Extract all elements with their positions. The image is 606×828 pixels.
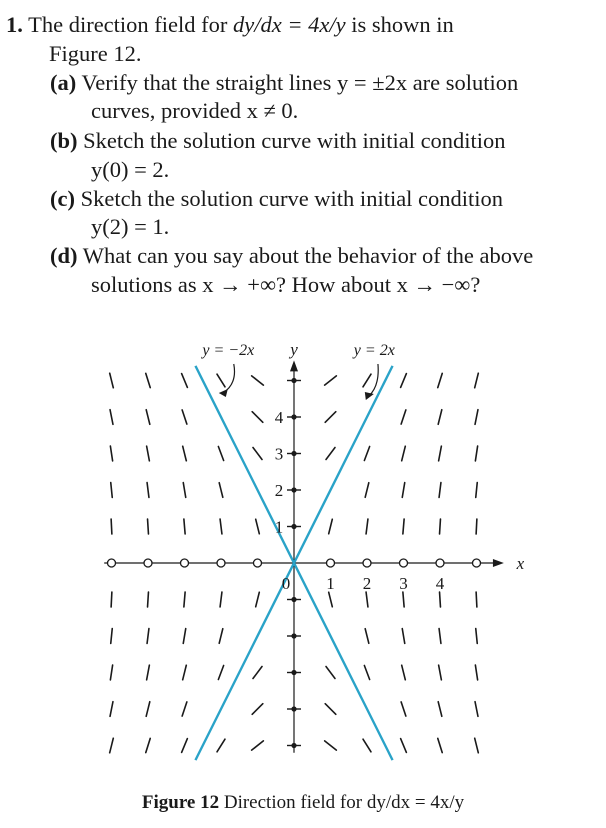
x-axis-arrow	[493, 559, 504, 567]
slope-mark	[402, 629, 404, 644]
slope-mark	[110, 702, 113, 717]
slope-mark	[111, 483, 112, 498]
slope-mark	[475, 373, 479, 388]
slope-mark	[402, 446, 406, 461]
slope-mark	[252, 704, 263, 715]
slope-mark	[147, 446, 150, 461]
slope-mark	[438, 738, 442, 752]
x-tick-label: 4	[435, 574, 445, 593]
slope-mark	[475, 410, 478, 425]
slope-mark	[111, 629, 112, 644]
intro-text-2: is shown in	[351, 12, 454, 37]
x-axis-point	[436, 559, 444, 567]
slope-mark	[476, 519, 477, 534]
slope-mark	[183, 483, 185, 498]
x-axis-point	[473, 559, 481, 567]
slope-mark	[146, 410, 150, 425]
slope-mark	[183, 629, 185, 644]
pointer-arrowhead-right	[365, 392, 374, 400]
slope-mark	[147, 629, 149, 644]
slope-mark	[440, 519, 441, 534]
part-b-line-1: Sketch the solution curve with initial condition	[83, 128, 506, 153]
slope-mark	[147, 483, 149, 498]
part-a-label: (a)	[50, 70, 77, 95]
slope-mark	[146, 702, 150, 717]
slope-mark	[110, 665, 112, 680]
slope-mark	[252, 741, 264, 750]
intro-equation: dy/dx = 4x/y	[233, 12, 346, 37]
slope-mark	[146, 373, 150, 387]
slope-mark	[183, 665, 187, 680]
caption-text: Direction field for dy/dx = 4x/y	[223, 792, 465, 813]
y-axis-point	[291, 706, 296, 711]
y-axis-point	[291, 524, 296, 529]
slope-mark	[110, 410, 113, 425]
caption-label: Figure 12	[141, 792, 220, 813]
slope-mark	[182, 702, 187, 716]
y-tick-label: 1	[274, 517, 284, 537]
slope-mark	[252, 412, 263, 423]
slope-mark	[439, 665, 442, 680]
slope-mark	[256, 519, 260, 534]
slope-mark	[326, 667, 335, 679]
slope-mark	[475, 702, 478, 717]
axis-labels	[200, 340, 524, 593]
intro-text-3: Figure 12.	[49, 41, 142, 66]
x-tick-label: 2	[362, 574, 372, 593]
part-a	[50, 72, 518, 95]
slope-mark	[220, 519, 222, 534]
slope-mark	[146, 738, 150, 752]
slope-mark	[256, 592, 260, 607]
part-b-label: (b)	[50, 128, 78, 153]
slope-mark	[253, 667, 262, 679]
slope-mark	[329, 519, 333, 534]
direction-field-figure	[0, 300, 606, 790]
part-d-line-1: What can you say about the behavior of the above	[82, 243, 534, 268]
slope-mark	[325, 412, 336, 423]
x-axis-point	[217, 559, 225, 567]
slope-mark	[182, 374, 188, 388]
problem-line-1	[6, 14, 454, 37]
slope-mark	[364, 446, 369, 460]
slope-mark	[475, 738, 479, 753]
slope-mark	[439, 446, 442, 461]
slope-mark	[217, 374, 225, 387]
part-d	[50, 245, 533, 268]
x-tick-label: 1	[326, 574, 335, 593]
slope-mark	[440, 592, 441, 607]
slope-mark	[110, 373, 114, 388]
part-b-line-2: y(0) = 2.	[91, 157, 170, 182]
x-axis-point	[400, 559, 408, 567]
slope-mark	[401, 410, 406, 424]
label-y-2x: y = 2x	[353, 342, 395, 359]
slope-mark	[403, 519, 404, 534]
label-y-neg2x: y = −2x	[202, 342, 255, 359]
slope-mark	[325, 376, 337, 385]
pointer-arrowhead-left	[219, 389, 228, 397]
part-a-line-1: Verify that the straight lines y = ±2x are solution	[81, 70, 519, 95]
slope-mark	[403, 592, 404, 607]
slope-mark	[110, 738, 114, 753]
x-axis-point	[144, 559, 152, 567]
slope-mark	[439, 629, 441, 644]
slope-mark	[438, 702, 442, 717]
part-c-line-2: y(2) = 1.	[91, 214, 170, 239]
y-axis-point	[291, 451, 296, 456]
slope-mark	[217, 739, 225, 752]
slope-mark	[147, 665, 150, 680]
slope-mark	[218, 665, 223, 679]
y-tick-label: 3	[274, 444, 284, 464]
slope-mark	[401, 739, 407, 753]
part-c-line-1: Sketch the solution curve with initial condition	[80, 186, 504, 211]
part-d-label: (d)	[50, 243, 78, 268]
x-tick-label: 0	[281, 574, 291, 593]
slope-mark	[402, 665, 406, 680]
y-axis-point	[291, 378, 296, 383]
intro-text-1: The direction field for	[28, 12, 228, 37]
y-tick-label: 2	[274, 481, 284, 500]
part-a-line-2: curves, provided x ≠ 0.	[91, 98, 299, 123]
slope-mark	[439, 483, 441, 498]
slope-mark	[218, 446, 223, 460]
slope-mark	[366, 519, 368, 534]
slope-mark	[363, 739, 371, 752]
x-axis-label: x	[516, 554, 525, 573]
figure-caption	[0, 792, 606, 814]
slope-mark	[364, 665, 369, 679]
slope-mark	[325, 741, 337, 750]
x-axis-point	[108, 559, 116, 567]
y-axis-point	[291, 414, 296, 419]
slope-mark	[182, 410, 187, 424]
y-axis-arrow	[290, 360, 298, 371]
slope-mark	[365, 629, 369, 644]
slope-mark	[438, 373, 442, 387]
slope-mark	[183, 446, 187, 461]
y-axis-point	[291, 597, 296, 602]
slope-mark	[402, 483, 404, 498]
slope-mark	[325, 704, 336, 715]
part-d-line-2: solutions as x → +∞? How about x → −∞?	[91, 272, 481, 297]
slope-mark	[401, 702, 406, 716]
y-axis-point	[291, 743, 296, 748]
slope-mark	[219, 483, 223, 498]
slope-mark	[329, 592, 333, 607]
slope-mark	[110, 446, 112, 461]
slope-mark	[184, 519, 185, 534]
slope-mark	[252, 376, 264, 385]
slope-mark	[111, 592, 112, 607]
x-tick-label: 3	[399, 574, 408, 593]
part-b	[50, 130, 506, 153]
slope-mark	[476, 629, 477, 644]
slope-mark	[220, 592, 222, 607]
slope-mark	[475, 665, 477, 680]
slope-mark	[475, 446, 477, 461]
slope-mark	[326, 448, 335, 460]
y-axis-point	[291, 670, 296, 675]
slope-mark	[363, 374, 371, 387]
pointer-arrow-left	[223, 364, 235, 393]
slope-mark	[476, 592, 477, 607]
x-axis-point	[363, 559, 371, 567]
slope-mark	[476, 483, 477, 498]
x-axis-point	[181, 559, 189, 567]
part-c-label: (c)	[50, 186, 75, 211]
part-c	[50, 188, 503, 211]
slope-mark	[438, 410, 442, 425]
slope-mark	[182, 739, 188, 753]
x-axis-point	[254, 559, 262, 567]
slope-mark	[253, 448, 262, 460]
x-axis-point	[327, 559, 335, 567]
y-axis-point	[291, 487, 296, 492]
slope-mark	[366, 592, 368, 607]
slope-mark	[148, 592, 149, 607]
slope-mark	[111, 519, 112, 534]
y-tick-label: 4	[274, 408, 284, 427]
axes	[104, 360, 504, 752]
slope-mark	[184, 592, 185, 607]
y-axis-label: y	[290, 339, 298, 359]
pointer-arrow-right	[369, 364, 378, 396]
slope-mark	[365, 483, 369, 498]
slope-mark	[148, 519, 149, 534]
slope-mark	[401, 374, 407, 388]
y-axis-point	[291, 633, 296, 638]
problem-number: 1.	[6, 12, 23, 37]
slope-mark	[219, 629, 223, 644]
